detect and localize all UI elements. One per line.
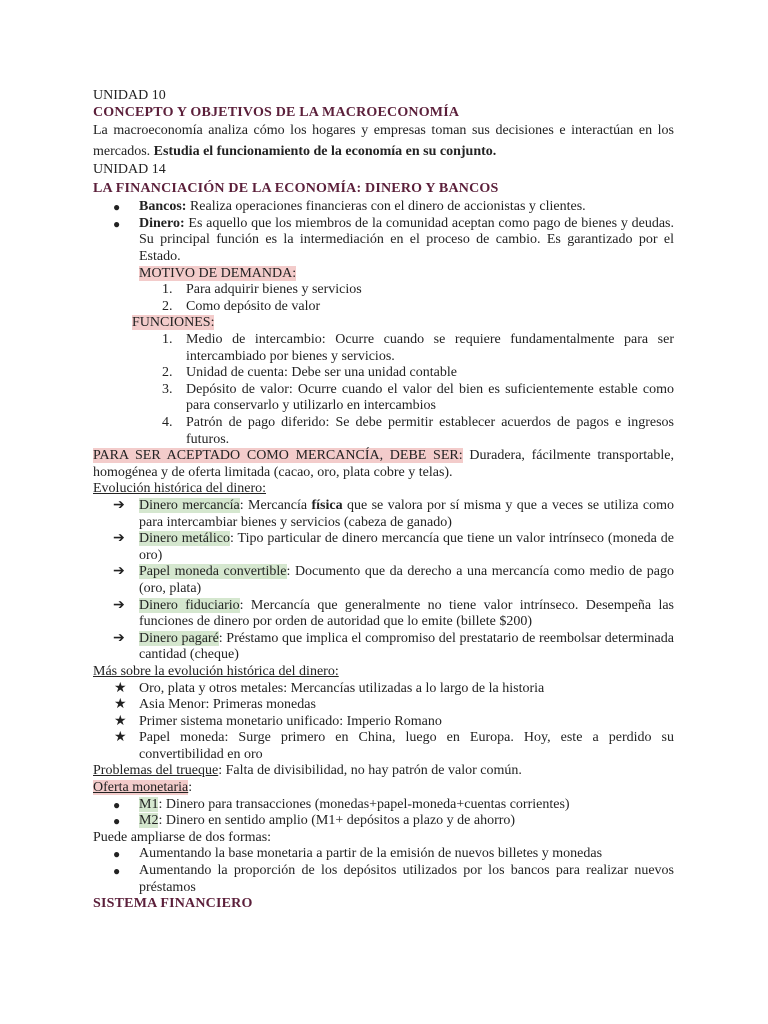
oferta-row — [93, 780, 674, 797]
arrow-icon: ➔ — [113, 497, 125, 513]
section-heading-macroeconomia: CONCEPTO Y OBJETIVOS DE LA MACROECONOMÍA — [93, 104, 460, 120]
trueque-label: Problemas del trueque — [93, 763, 219, 779]
section-heading-financiacion: LA FINANCIACIÓN DE LA ECONOMÍA: DINERO Y BANCOS — [93, 180, 499, 196]
list-item-bancos — [93, 199, 674, 216]
bullet-icon: ● — [113, 200, 121, 215]
section-heading-sistema-financiero: SISTEMA FINANCIERO — [93, 896, 253, 912]
list-item — [93, 415, 674, 448]
funciones-label: FUNCIONES: — [132, 315, 215, 331]
motivo-list — [93, 282, 674, 315]
list-bold-text: física — [311, 497, 343, 513]
dinero-metalico-term: Dinero metálico — [139, 531, 230, 547]
definitions-list — [93, 199, 674, 265]
list-item — [93, 797, 674, 814]
list-number: 2. — [162, 298, 173, 314]
list-item — [93, 365, 674, 382]
aceptado-text: Duradera, fácilmente transportable, homogénea y de oferta limitada (cacao, oro, plata cobre y telas). — [93, 448, 674, 480]
list-text: : Dinero en sentido amplio (M1+ depósitos a plazo y de ahorro) — [158, 813, 516, 829]
list-item — [93, 531, 674, 564]
list-item — [93, 714, 674, 731]
list-item — [93, 631, 674, 664]
list-text: Para adquirir bienes y servicios — [186, 282, 362, 298]
funciones-list — [93, 332, 674, 448]
dinero-mercancia-term: Dinero mercancía — [139, 497, 240, 513]
list-text: Patrón de pago diferido: Se debe permitir establecer acuerdos de pagos e ingresos futuros. — [186, 415, 674, 447]
list-text: Medio de intercambio: Ocurre cuando se requiere fundamentalmente para ser intercambiado por bienes y servicios. — [186, 332, 674, 364]
list-number: 1. — [162, 332, 173, 348]
unit-14-label: UNIDAD 14 — [93, 162, 166, 178]
list-item — [93, 813, 674, 830]
list-item — [93, 863, 674, 896]
motivo-demanda-label: MOTIVO DE DEMANDA: — [139, 265, 297, 281]
star-icon: ★ — [114, 697, 127, 713]
star-icon: ★ — [114, 713, 127, 729]
list-item — [93, 730, 674, 763]
star-icon: ★ — [114, 730, 127, 746]
bancos-text: Realiza operaciones financieras con el dinero de accionistas y clientes. — [189, 199, 586, 215]
aceptado-label: PARA SER ACEPTADO COMO MERCANCÍA, DEBE SER: — [93, 448, 463, 464]
evolucion-list — [93, 498, 674, 664]
oferta-list — [93, 797, 674, 830]
bullet-icon: ● — [113, 814, 121, 829]
list-item — [93, 564, 674, 597]
bullet-icon: ● — [113, 216, 121, 231]
arrow-icon: ➔ — [113, 597, 125, 613]
papel-moneda-term: Papel moneda convertible — [139, 564, 287, 580]
intro-text: La macroeconomía analiza cómo los hogares y empresas toman sus decisiones e interactúan en los mercados. — [93, 123, 674, 159]
dinero-fiduciario-term: Dinero fiduciario — [139, 597, 240, 613]
star-icon: ★ — [114, 680, 127, 696]
trueque-paragraph — [93, 763, 674, 780]
mas-title: Más sobre la evolución histórica del dinero: — [93, 663, 339, 679]
list-text: que se valora por sí misma y que a veces se utiliza como para intercambiar bienes y servicios (cabeza de ganado) — [139, 497, 674, 530]
list-item — [93, 846, 674, 863]
dinero-term: Dinero: — [139, 215, 185, 231]
list-text: : Tipo particular de dinero mercancía que tiene un valor intrínseco (moneda de oro) — [139, 531, 674, 563]
list-text: : Documento que da derecho a una mercancía como medio de pago (oro, plata) — [139, 564, 674, 596]
list-item — [93, 598, 674, 631]
arrow-icon: ➔ — [113, 630, 125, 646]
list-item — [93, 681, 674, 698]
oferta-monetaria-label: Oferta monetaria — [93, 780, 189, 796]
ampliarse-intro: Puede ampliarse de dos formas: — [93, 829, 272, 845]
list-item — [93, 697, 674, 714]
bancos-term: Bancos: — [139, 199, 187, 215]
list-item — [93, 498, 674, 531]
m2-term: M2 — [139, 813, 159, 829]
intro-bold-text: Estudia el funcionamiento de la economía en su conjunto. — [153, 143, 497, 159]
trueque-text: : Falta de divisibilidad, no hay patrón de valor común. — [218, 763, 522, 779]
list-number: 3. — [162, 381, 173, 397]
list-text: Oro, plata y otros metales: Mercancías utilizadas a lo largo de la historia — [139, 680, 545, 696]
dinero-pagare-term: Dinero pagaré — [139, 630, 219, 646]
list-text: Papel moneda: Surge primero en China, luego en Europa. Hoy, este a perdido su convertibilidad en oro — [139, 730, 674, 762]
list-item — [93, 332, 674, 365]
oferta-colon: : — [188, 780, 193, 796]
list-item-dinero — [93, 216, 674, 266]
list-item — [93, 282, 674, 299]
mas-list — [93, 681, 674, 764]
document-body — [93, 88, 674, 913]
list-text: Depósito de valor: Ocurre cuando el valor del bien es suficientemente estable como para conservarlo y utilizarlo en intercambios — [186, 381, 674, 414]
intro-paragraph — [93, 121, 674, 162]
list-text: : Mercancía que generalmente no tiene valor intrínseco. Desempeña las funciones de dinero por orden de autoridad que lo emite (billete $200) — [139, 597, 674, 630]
list-text: Como depósito de valor — [186, 298, 321, 314]
bullet-icon: ● — [113, 797, 121, 812]
list-item — [93, 299, 674, 316]
dinero-text: Es aquello que los miembros de la comunidad aceptan como pago de bienes y deudas. Su principal función es la intermediación en el proceso de cambio. Es garantizado por el Estado. — [139, 215, 674, 265]
list-number: 1. — [162, 282, 173, 298]
bullet-icon: ● — [113, 847, 121, 862]
arrow-icon: ➔ — [113, 531, 125, 547]
evolucion-title: Evolución histórica del dinero: — [93, 481, 267, 497]
list-text: Aumentando la proporción de los depósitos utilizados por los bancos para realizar nuevos préstamos — [139, 863, 674, 895]
m1-term: M1 — [139, 796, 159, 812]
ampliarse-list — [93, 846, 674, 896]
list-number: 2. — [162, 365, 173, 381]
list-text: : Préstamo que implica el compromiso del prestatario de reembolsar determinada cantidad (cheque) — [139, 630, 674, 663]
aceptado-paragraph — [93, 448, 674, 481]
motivo-row — [93, 266, 674, 283]
list-text: : Dinero para transacciones (monedas+papel-moneda+cuentas corrientes) — [158, 796, 570, 812]
list-text: Asia Menor: Primeras monedas — [139, 697, 316, 713]
list-text: Primer sistema monetario unificado: Imperio Romano — [139, 713, 442, 729]
list-text: : Mercancía — [239, 497, 312, 513]
arrow-icon: ➔ — [113, 564, 125, 580]
list-item — [93, 382, 674, 415]
list-text: Aumentando la base monetaria a partir de la emisión de nuevos billetes y monedas — [139, 846, 603, 862]
list-text: Unidad de cuenta: Debe ser una unidad contable — [186, 365, 457, 381]
bullet-icon: ● — [113, 864, 121, 879]
unit-10-label: UNIDAD 10 — [93, 88, 166, 103]
list-number: 4. — [162, 415, 173, 430]
funciones-row — [93, 315, 674, 332]
